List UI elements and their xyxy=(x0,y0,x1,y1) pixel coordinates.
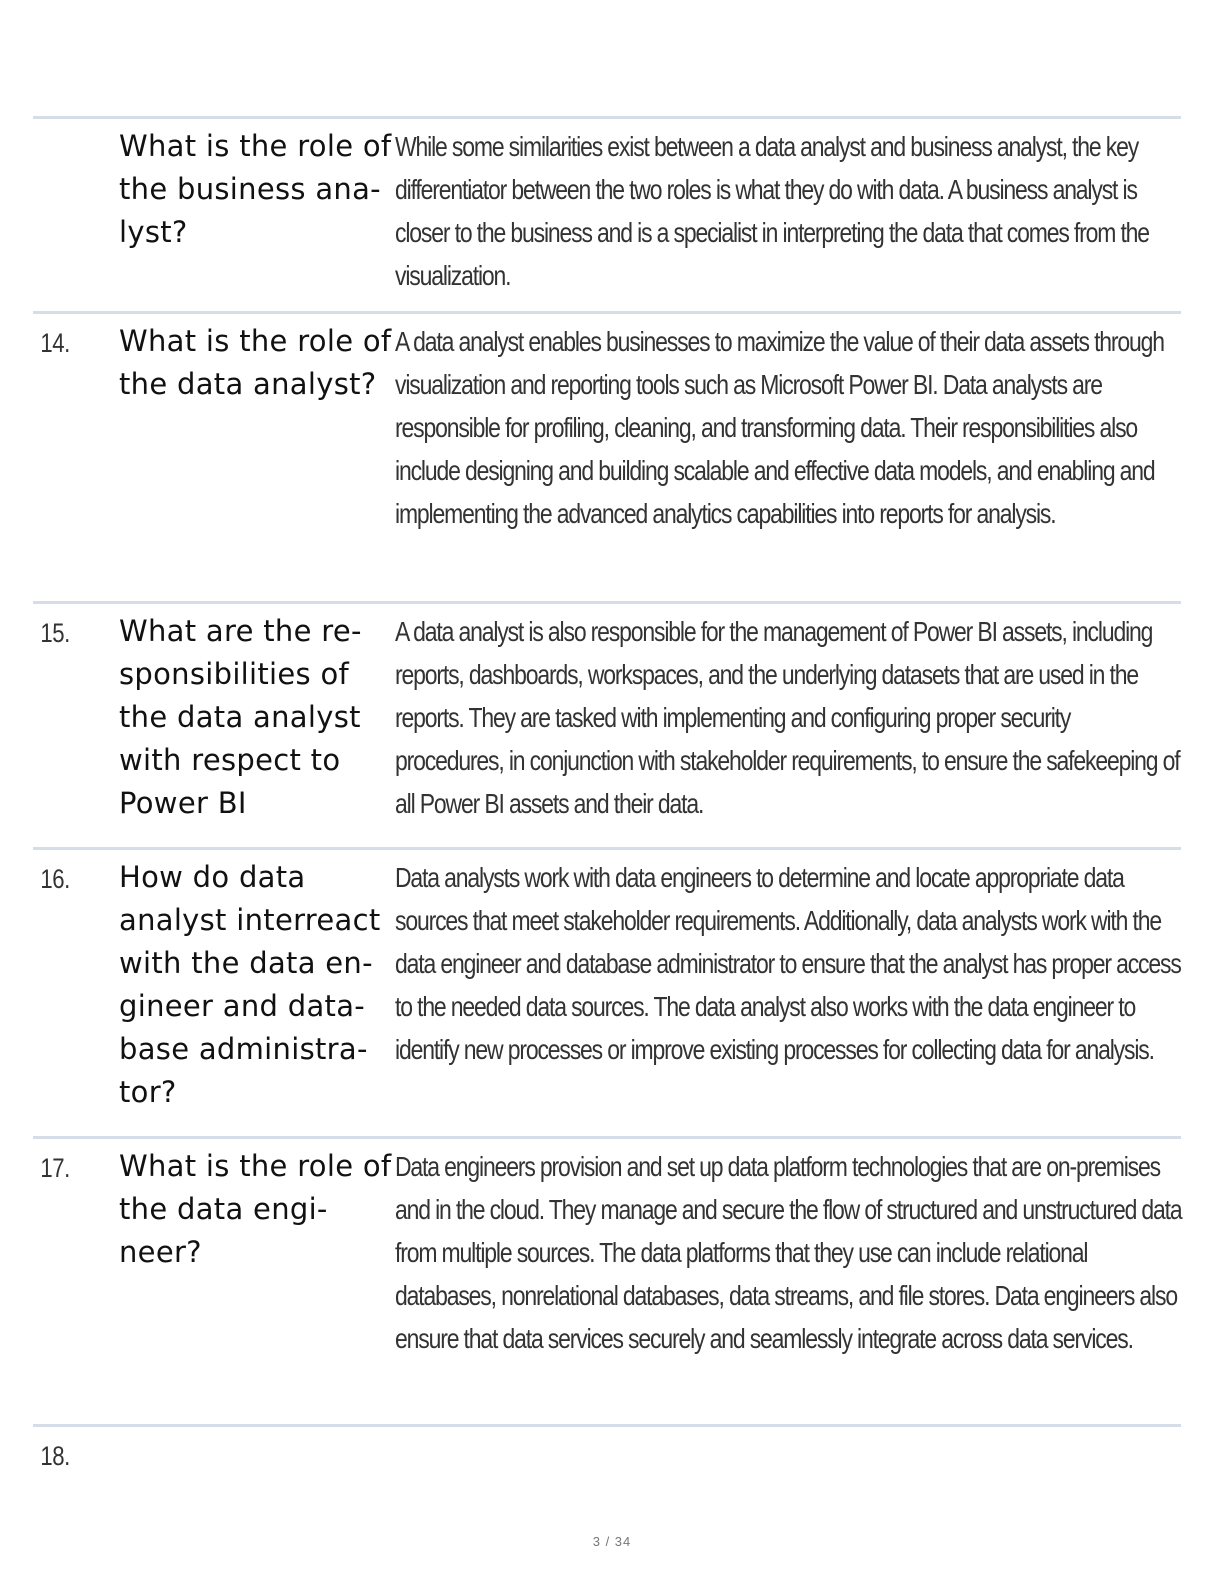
page-number: 3 / 34 xyxy=(592,1534,632,1549)
row-number: 17. xyxy=(40,1153,70,1183)
table-row xyxy=(33,116,1181,311)
table-row xyxy=(33,847,1181,1136)
table-row xyxy=(33,311,1181,601)
row-number: 16. xyxy=(40,864,70,894)
row-number: 14. xyxy=(40,328,70,358)
table-row xyxy=(33,1424,1181,1494)
answer: Data engineers provision and set up data platform technologies that are on-premises and in the cloud. They manage and secure the flow of structured and unstructured data from multiple sources. The data platforms that they use can include relational databases, nonrelational databases, data streams, and file stores. Data engineers also ensure that data services securely and seamlessly integrate across data services. xyxy=(395,1151,1182,1354)
question: What is the role of the data analyst? xyxy=(119,324,392,401)
answer: A data analyst is also responsible for the management of Power BI assets, including reports, dashboards, workspaces, and the underlying datasets that are used in the reports. They are tasked with implementing and configuring proper security procedures, in conjunction with stakeholder requirements, to ensure the safekeeping of all Power BI assets and their data. xyxy=(395,616,1180,819)
question xyxy=(119,1427,395,1494)
table-row xyxy=(33,601,1181,847)
answer: A data analyst enables businesses to maximize the value of their data assets through visualization and reporting tools such as Microsoft Power BI. Data analysts are responsible for profiling, cleaning, and transforming data. Their responsibilities also include designing and building scalable and effective data models, and enabling and implementing the advanced analytics capabilities into reports for analysis. xyxy=(395,326,1164,529)
row-number xyxy=(33,119,104,311)
row-number: 18. xyxy=(40,1441,70,1471)
question: What is the role of the business ana-lyst? xyxy=(119,129,392,249)
question: How do data analyst interreact with the data en-gineer and data-base administra-tor? xyxy=(119,860,381,1109)
question: What are the re-sponsibilities of the data analyst with respect to Power BI xyxy=(119,614,362,820)
answer: While some similarities exist between a data analyst and business analyst, the key differentiator between the two roles is what they do with data. A business analyst is closer to the business and is a specialist in interpreting the data that comes from the visualization. xyxy=(395,131,1149,291)
row-number: 15. xyxy=(40,618,70,648)
question: What is the role of the data engi-neer? xyxy=(119,1149,392,1269)
qa-table xyxy=(33,116,1181,1494)
answer: Data analysts work with data engineers to determine and locate appropriate data sources that meet stakeholder requirements. Additionally, data analysts work with the data engineer and database administrator to ensure that the analyst has proper access to the needed data sources. The data analyst also works with the data engineer to identify new processes or improve existing processes for collecting data for analysis. xyxy=(395,862,1181,1065)
table-row xyxy=(33,1136,1181,1424)
answer xyxy=(395,1427,1224,1494)
